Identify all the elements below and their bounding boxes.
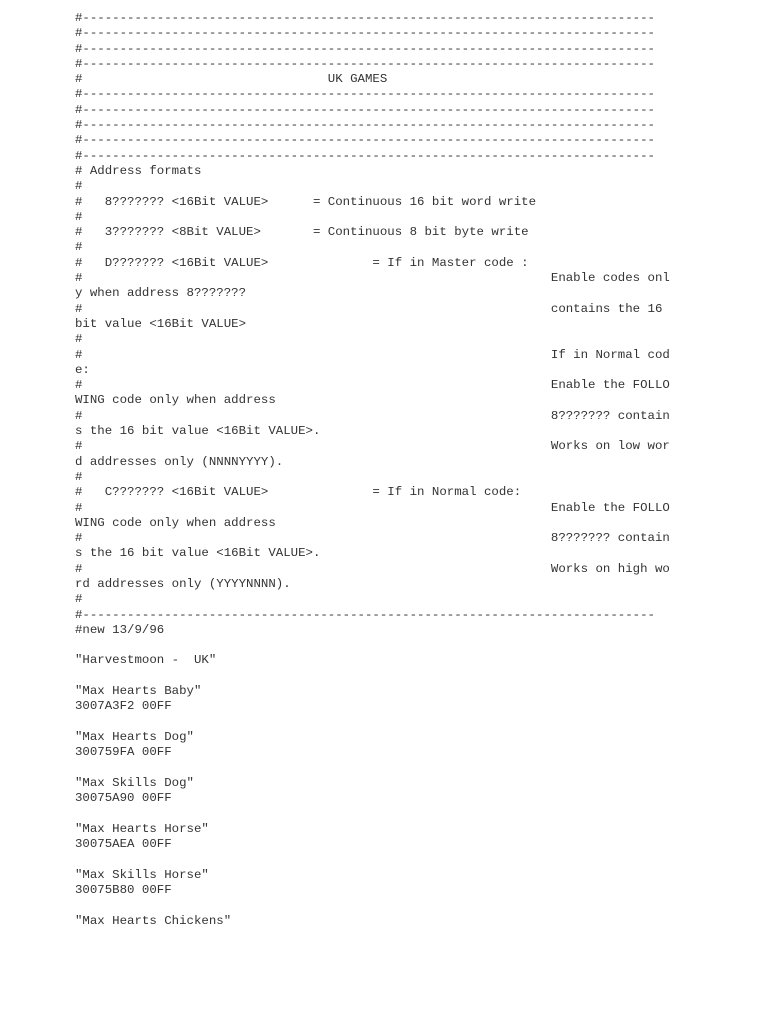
text-line: rd addresses only (YYYYNNNN).	[75, 576, 291, 591]
code-value-line: 30075A90 00FF	[75, 791, 172, 806]
separator-line: #-----------------------------------------------------------------------------	[75, 26, 655, 41]
blank-line	[75, 806, 768, 821]
code-title-line: "Max Hearts Chickens"	[75, 913, 232, 928]
comment-line: # If in Normal cod	[75, 347, 670, 362]
comment-line: # C??????? <16Bit VALUE> = If in Normal code:	[75, 485, 522, 500]
comment-line: # Address formats	[75, 163, 202, 178]
text-block	[75, 11, 768, 929]
comment-line: # 8??????? <16Bit VALUE> = Continuous 16 bit word write	[75, 194, 537, 209]
comment-line: # Enable the FOLLO	[75, 378, 670, 393]
document-page	[75, 11, 768, 1011]
separator-line: #-----------------------------------------------------------------------------	[75, 607, 655, 622]
separator-line: #-----------------------------------------------------------------------------	[75, 11, 655, 25]
text-line: WING code only when address	[75, 393, 276, 408]
text-line: e:	[75, 362, 90, 377]
text-line: bit value <16Bit VALUE>	[75, 316, 247, 331]
separator-line: #-----------------------------------------------------------------------------	[75, 133, 655, 148]
comment-line: # 3??????? <8Bit VALUE> = Continuous 8 bit byte write	[75, 225, 529, 240]
comment-line: # UK GAMES	[75, 72, 388, 87]
code-value-line: 3007A3F2 00FF	[75, 699, 172, 714]
code-value-line: 300759FA 00FF	[75, 745, 172, 760]
text-line: s the 16 bit value <16Bit VALUE>.	[75, 424, 321, 439]
code-title-line: "Max Skills Dog"	[75, 775, 194, 790]
text-line: WING code only when address	[75, 515, 276, 530]
separator-line: #-----------------------------------------------------------------------------	[75, 87, 655, 102]
text-line: d addresses only (NNNNYYYY).	[75, 454, 284, 469]
code-value-line: 30075B80 00FF	[75, 882, 172, 897]
comment-line: # Works on high wo	[75, 561, 670, 576]
comment-line: #	[75, 592, 83, 607]
separator-line: #-----------------------------------------------------------------------------	[75, 102, 655, 117]
comment-line: # 8??????? contain	[75, 531, 670, 546]
blank-line	[75, 852, 768, 867]
comment-line: #new 13/9/96	[75, 622, 165, 637]
comment-line: #	[75, 469, 83, 484]
comment-line: # 8??????? contain	[75, 408, 670, 423]
separator-line: #-----------------------------------------------------------------------------	[75, 118, 655, 133]
comment-line: # Works on low wor	[75, 439, 670, 454]
comment-line: #	[75, 332, 83, 347]
blank-line	[75, 638, 768, 653]
code-title-line: "Max Hearts Horse"	[75, 821, 209, 836]
separator-line: #-----------------------------------------------------------------------------	[75, 56, 655, 71]
blank-line	[75, 715, 768, 730]
text-line: s the 16 bit value <16Bit VALUE>.	[75, 546, 321, 561]
code-value-line: 30075AEA 00FF	[75, 837, 172, 852]
blank-line	[75, 669, 768, 684]
comment-line: #	[75, 209, 83, 224]
comment-line: # Enable codes onl	[75, 271, 670, 286]
blank-line	[75, 898, 768, 913]
comment-line: # contains the 16	[75, 301, 663, 316]
comment-line: # D??????? <16Bit VALUE> = If in Master code :	[75, 255, 529, 270]
comment-line: #	[75, 179, 83, 194]
code-title-line: "Max Skills Horse"	[75, 867, 209, 882]
code-title-line: "Max Hearts Dog"	[75, 729, 194, 744]
blank-line	[75, 761, 768, 776]
separator-line: #-----------------------------------------------------------------------------	[75, 148, 655, 163]
code-title-line: "Max Hearts Baby"	[75, 684, 202, 699]
code-title-line: "Harvestmoon - UK"	[75, 653, 217, 668]
separator-line: #-----------------------------------------------------------------------------	[75, 41, 655, 56]
text-line: y when address 8???????	[75, 286, 247, 301]
comment-line: #	[75, 240, 83, 255]
comment-line: # Enable the FOLLO	[75, 500, 670, 515]
